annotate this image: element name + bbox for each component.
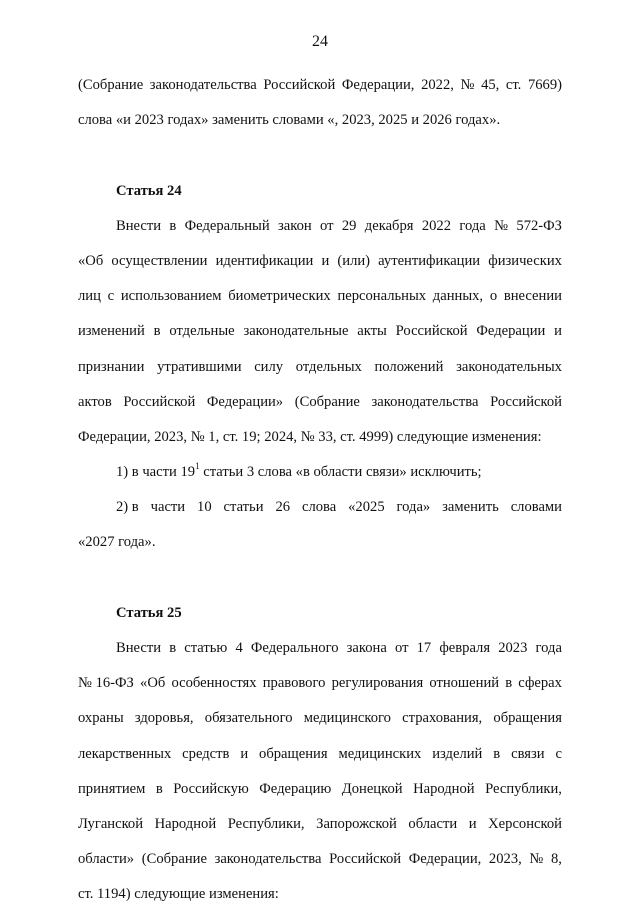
- word: Внести: [116, 640, 162, 656]
- word: Российской: [123, 393, 196, 410]
- word: 29: [341, 217, 357, 234]
- word: актов: [78, 393, 112, 410]
- article-25-line-4: [78, 741, 562, 776]
- article-24-line-7: Федерации, 2023, № 1, ст. 19; 2024, № 33, ст. 4999) следующие изменения:: [78, 428, 542, 445]
- word: и: [554, 323, 562, 340]
- word: (Собрание: [78, 77, 144, 93]
- word: 7669): [527, 77, 562, 93]
- word: лиц: [78, 288, 101, 305]
- word: силу: [254, 358, 284, 375]
- word: изделий: [432, 745, 483, 762]
- word: и: [468, 815, 477, 832]
- word: 45,: [481, 77, 500, 93]
- word: осуществлении: [111, 252, 208, 269]
- word: Республики,: [485, 780, 562, 797]
- word: обязательного: [204, 710, 293, 727]
- article-24-line-6: [78, 389, 562, 424]
- word: Российской: [329, 851, 402, 868]
- item-1-superscript: 1: [195, 461, 200, 472]
- word: области»: [78, 851, 135, 868]
- word: Федерального: [250, 640, 339, 656]
- word: Луганской: [78, 815, 144, 832]
- word: данных,: [432, 288, 484, 305]
- word: Федерации: [476, 323, 546, 340]
- word: года: [535, 640, 562, 656]
- article-25-line-6: [78, 811, 562, 846]
- article-24-item-1: [78, 459, 562, 494]
- word: принятием: [78, 780, 146, 797]
- word: и: [321, 252, 330, 269]
- word: медицинского: [303, 710, 391, 727]
- word: охраны: [78, 710, 124, 727]
- word: законодательства: [214, 851, 322, 868]
- word: в: [505, 675, 513, 692]
- word: ст.: [505, 77, 522, 93]
- word: Федерации,: [408, 851, 482, 868]
- word: 4: [235, 640, 243, 656]
- article-25-line-2: [78, 670, 562, 705]
- word: Запорожской: [316, 815, 397, 832]
- word: закона: [346, 640, 387, 656]
- word: области: [408, 815, 458, 832]
- word: 2023,: [488, 851, 522, 868]
- word: с: [555, 745, 562, 762]
- word: признании: [78, 358, 145, 375]
- word: в: [169, 217, 177, 234]
- word: Херсонской: [488, 815, 562, 832]
- word: года: [459, 217, 486, 234]
- word: Федерации,: [341, 77, 415, 93]
- word: 572-ФЗ: [516, 217, 562, 234]
- word: законодательных: [456, 358, 562, 375]
- word: особенностях: [171, 675, 257, 692]
- word: отношений: [429, 675, 500, 692]
- word: 8,: [550, 851, 562, 868]
- word: использованием: [120, 288, 222, 305]
- word: Российскую: [173, 780, 249, 797]
- word: «2025: [348, 499, 385, 516]
- page-number: 24: [312, 33, 328, 50]
- word: «Об: [78, 252, 104, 269]
- word: в: [493, 745, 501, 762]
- word: связи: [511, 745, 545, 762]
- word: персональных: [337, 288, 427, 305]
- word: закон: [277, 217, 312, 234]
- word: средств: [182, 745, 230, 762]
- word: 10: [197, 499, 212, 516]
- article-25-heading: Статья 25: [116, 604, 182, 621]
- word: статью: [184, 640, 228, 656]
- word: 2022,: [421, 77, 454, 93]
- word: части: [150, 499, 186, 516]
- intro-line-1: [78, 72, 562, 107]
- word: законодательные: [243, 323, 349, 340]
- word: 2023: [498, 640, 528, 656]
- word: Российской: [263, 77, 336, 93]
- word: заменить: [442, 499, 499, 516]
- word: «Об: [140, 675, 166, 692]
- word: статьи: [223, 499, 264, 516]
- word: физических: [488, 252, 562, 269]
- word: аутентификации: [378, 252, 481, 269]
- article-25-line-8: ст. 1194) следующие изменения:: [78, 886, 279, 903]
- word: отдельные: [169, 323, 235, 340]
- word: изменений: [78, 323, 145, 340]
- word: отдельных: [295, 358, 362, 375]
- article-24-item-2-line-1: [78, 494, 562, 529]
- word: лекарственных: [78, 745, 172, 762]
- word: страхования,: [402, 710, 483, 727]
- word: (Собрание: [141, 851, 207, 868]
- word: Федерацию: [259, 780, 332, 797]
- intro-line-2: слова «и 2023 годах» заменить словами «, 2023, 2025 и 2026 годах».: [78, 112, 501, 129]
- word: биометрических: [228, 288, 331, 305]
- word: 2022: [421, 217, 452, 234]
- spacer: [78, 142, 562, 177]
- word: от: [394, 640, 409, 656]
- article-24-line-5: [78, 354, 562, 389]
- word: и: [240, 745, 249, 762]
- article-24-heading: Статья 24: [116, 182, 182, 199]
- item-1-text-end: статьи 3 слова «в области связи» исключить;: [199, 464, 482, 481]
- article-24-line-1: [78, 213, 562, 248]
- word: слова: [301, 499, 337, 516]
- word: сферах: [518, 675, 562, 692]
- word: года»: [396, 499, 431, 516]
- word: Российской: [395, 323, 468, 340]
- word: правового: [262, 675, 326, 692]
- article-24-line-3: [78, 283, 562, 318]
- word: законодательства: [149, 77, 257, 93]
- word: обращения: [493, 710, 562, 727]
- word: (или): [337, 252, 371, 269]
- word: №: [529, 851, 544, 868]
- article-24-line-4: [78, 318, 562, 353]
- word: положений: [374, 358, 444, 375]
- word: в: [153, 323, 161, 340]
- word: №: [494, 217, 509, 234]
- word: законодательства: [371, 393, 479, 410]
- word: в: [155, 780, 163, 797]
- article-25-line-5: [78, 776, 562, 811]
- word: с: [107, 288, 115, 305]
- word: Народной: [413, 780, 475, 797]
- word: медицинских: [338, 745, 422, 762]
- word: февраля: [439, 640, 491, 656]
- word: здоровья,: [134, 710, 194, 727]
- item-1-text-start: 1) в части 19: [116, 464, 196, 481]
- word: 26: [275, 499, 291, 516]
- article-25-line-3: [78, 705, 562, 740]
- word: акты: [357, 323, 387, 340]
- word: (Собрание: [294, 393, 360, 410]
- word: утратившими: [157, 358, 242, 375]
- word: внесении: [503, 288, 562, 305]
- article-25-line-7: [78, 846, 562, 881]
- word: Республики,: [227, 815, 305, 832]
- article-25-line-1: [78, 635, 562, 670]
- word: обращения: [259, 745, 328, 762]
- word: Народной: [154, 815, 217, 832]
- word: № 16-ФЗ: [78, 675, 134, 692]
- word: регулирования: [331, 675, 424, 692]
- article-24-line-2: [78, 248, 562, 283]
- word: словами: [510, 499, 562, 516]
- word: Федеральный: [184, 217, 270, 234]
- word: от: [320, 217, 334, 234]
- word: о: [489, 288, 498, 305]
- word: 2) в: [116, 499, 139, 516]
- word: декабря: [364, 217, 414, 234]
- word: Внести: [116, 217, 162, 234]
- document-body: [78, 72, 562, 917]
- word: идентификации: [215, 252, 314, 269]
- word: 17: [416, 640, 432, 656]
- word: Российской: [490, 393, 562, 410]
- spacer: [78, 565, 562, 600]
- word: Федерации»: [206, 393, 284, 410]
- word: Донецкой: [341, 780, 403, 797]
- word: №: [460, 77, 475, 93]
- word: в: [169, 640, 177, 656]
- article-24-item-2-line-2: «2027 года».: [78, 534, 156, 551]
